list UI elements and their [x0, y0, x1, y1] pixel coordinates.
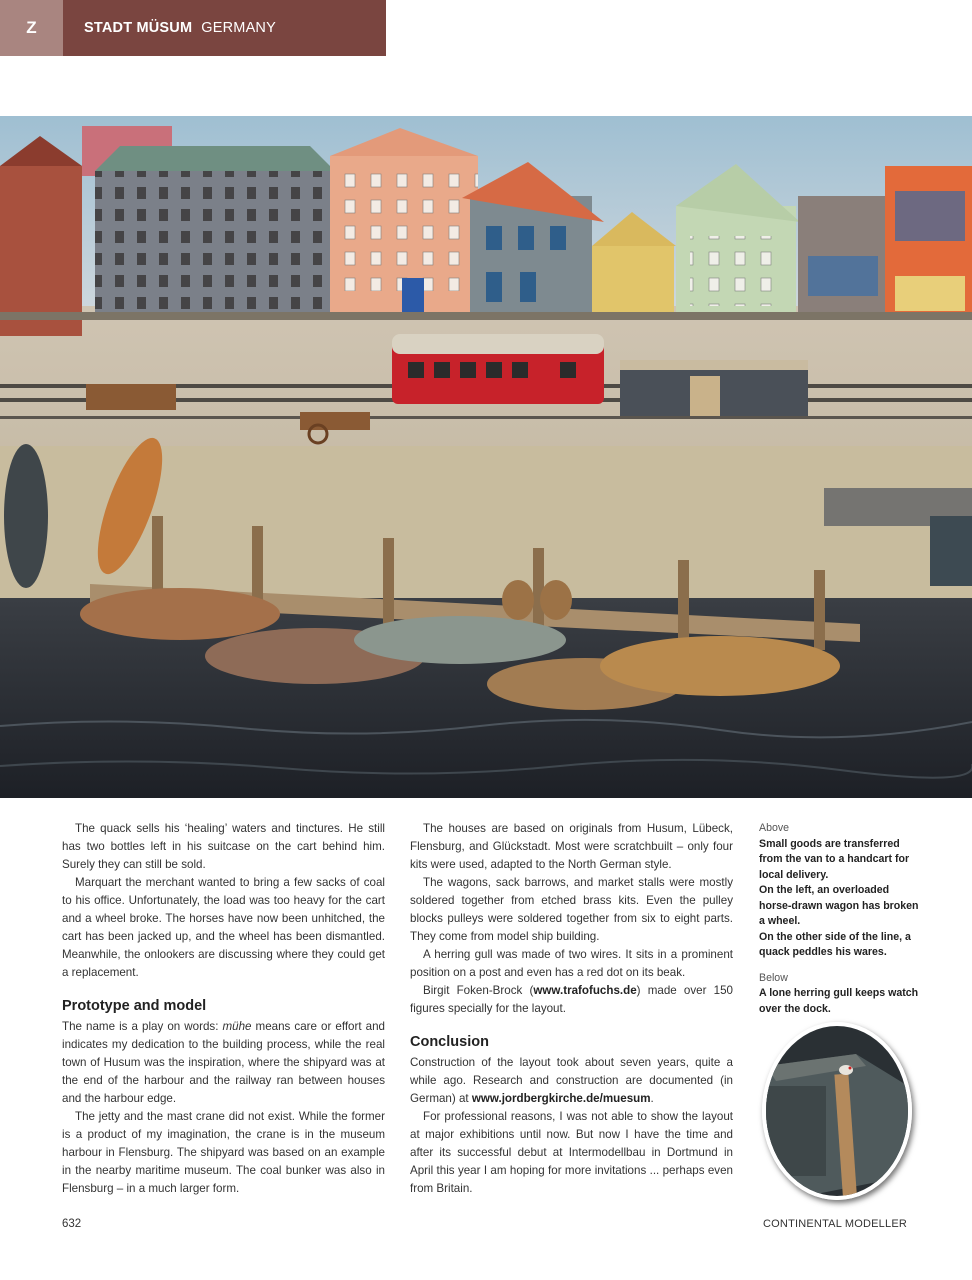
- photo-captions: [759, 821, 919, 1017]
- caption-text: On the other side of the line, a quack peddles his wares.: [759, 930, 911, 958]
- paragraph: Construction of the layout took about seven years, quite a while ago. Research and construction are documented (in German) at www.jordbergkirche.de/muesum.: [410, 1056, 733, 1105]
- paragraph: For professional reasons, I was not able to show the layout at major exhibitions until now. But now I have the time and after its successful debut at Intermodellbau in Dortmund in April this year I am hoping for more invitations ... perhaps even from Britain.: [410, 1110, 733, 1195]
- paragraph: Birgit Foken-Brock (www.trafofuchs.de) made over 150 figures specially for the layout.: [410, 984, 733, 1015]
- page-number: 632: [62, 1218, 82, 1230]
- text-column-1: [62, 820, 385, 1198]
- gull-photo: [762, 1022, 912, 1200]
- paragraph: Marquart the merchant wanted to bring a few sacks of coal to his office. Unfortunately, the load was too heavy for the cart and a wheel broke. The horses have now been unhitched, the cart has been jacked up, and the wheel has been dismantled. Meanwhile, the onlookers are discussing where they could get a replacement.: [62, 876, 385, 979]
- paragraph: The wagons, sack barrows, and market stalls were mostly soldered together from etched brass kits. Even the pulley blocks pulleys were soldered together from six to eight parts. They come from model ship building.: [410, 876, 733, 943]
- paragraph: The name is a play on words: mühe means care or effort and indicates my dedication to the building process, while the real town of Husum was the inspiration, where the shipyard was at the end of the harbour and the railway ran between houses and the harbour edge.: [62, 1020, 385, 1105]
- website-link[interactable]: www.jordbergkirche.de/muesum: [471, 1092, 651, 1105]
- main-photo: [0, 116, 972, 798]
- magazine-name: CONTINENTAL MODELLER: [763, 1218, 907, 1230]
- header-brand: STADT MÜSUM: [84, 20, 193, 36]
- caption-text: Small goods are transferred from the van to a handcart for local delivery.: [759, 837, 910, 881]
- caption-label-above: Above: [759, 822, 790, 834]
- italic-term: mühe: [222, 1020, 252, 1033]
- section-heading: Prototype and model: [62, 998, 207, 1014]
- text-column-2: [410, 820, 733, 1198]
- paragraph: A herring gull was made of two wires. It sits in a prominent position on a post and even has a red dot on its beak.: [410, 948, 733, 979]
- paragraph: The houses are based on originals from Husum, Lübeck, Flensburg, and Glückstadt. Most were scratchbuilt – only four kits were used, adapted to the North German style.: [410, 822, 733, 871]
- page-header: [0, 0, 386, 56]
- caption-text: On the left, an overloaded horse-drawn wagon has broken a wheel.: [759, 884, 919, 927]
- header-title: [84, 0, 276, 56]
- website-link[interactable]: www.trafofuchs.de: [533, 984, 637, 997]
- caption-text: A lone herring gull keeps watch over the dock.: [759, 987, 919, 1015]
- section-badge: Z: [0, 0, 63, 56]
- header-section: GERMANY: [201, 20, 276, 36]
- section-heading: Conclusion: [410, 1034, 489, 1050]
- caption-label-below: Below: [759, 971, 788, 984]
- paragraph: The jetty and the mast crane did not exist. While the former is a product of my imagination, the crane is in the museum harbour in Flensburg. The shipyard was based on an example in the nearby maritime museum. The coal bunker was also in Flensburg – in a much larger form.: [62, 1110, 385, 1195]
- paragraph: The quack sells his ‘healing’ waters and tinctures. He still has two bottles left in his suitcase on the cart behind him. Surely they can still be sold.: [62, 822, 385, 871]
